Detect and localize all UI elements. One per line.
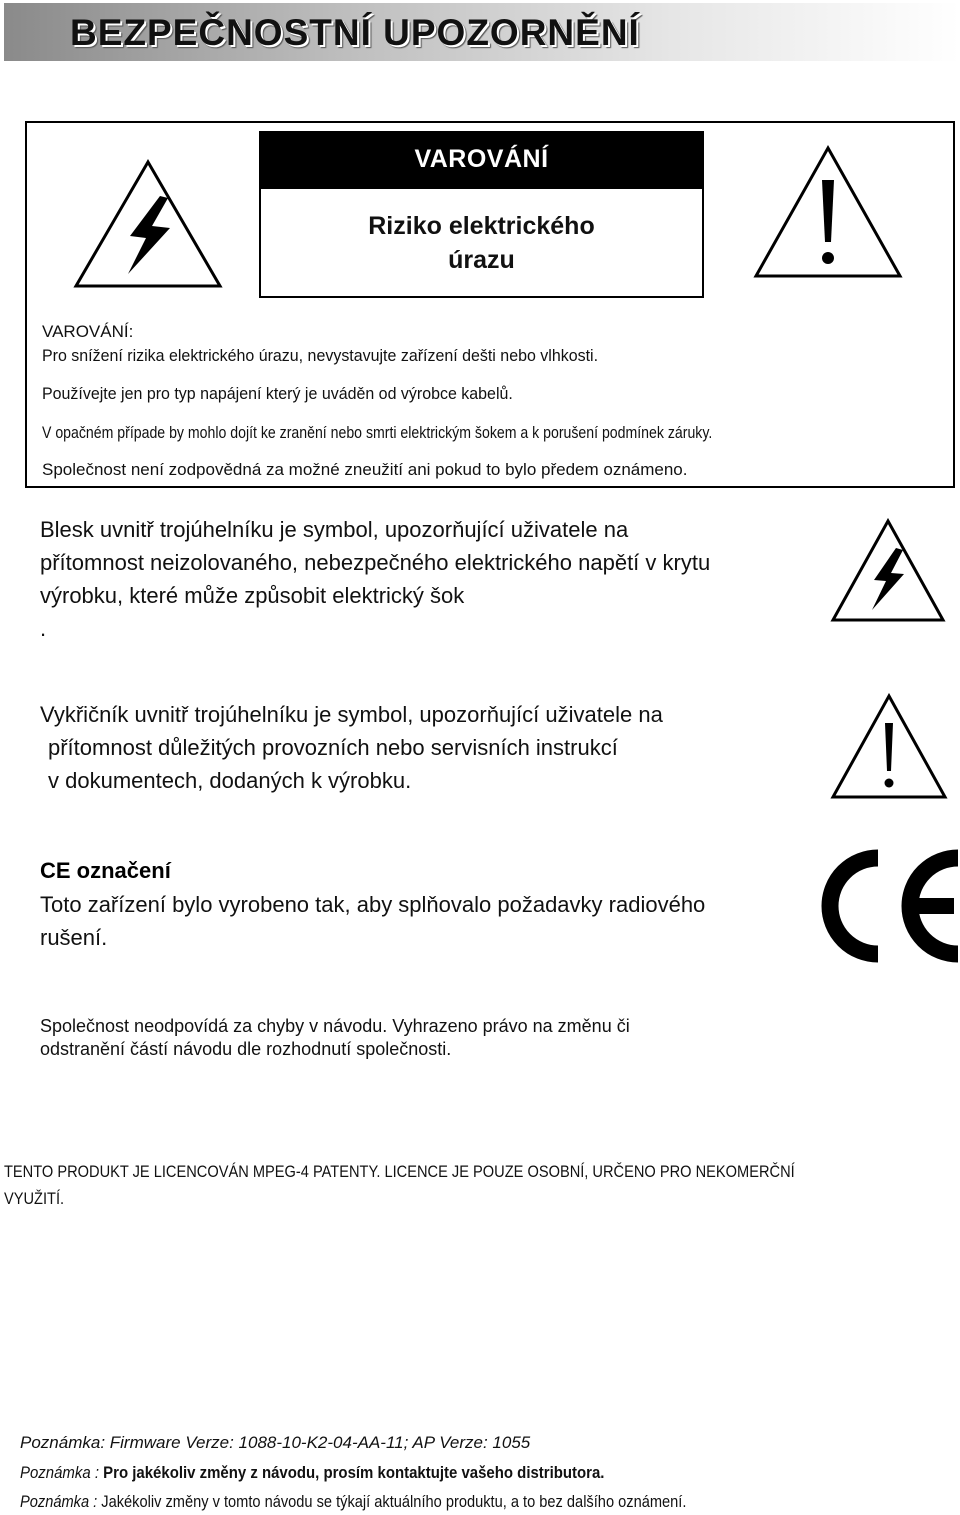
warning-label-heading: VAROVÁNÍ	[259, 131, 704, 187]
note-changes-text: Jakékoliv změny v tomto návodu se týkají aktuálního produktu, a to bez dalšího oznámení.	[101, 1492, 687, 1511]
note-contact	[20, 1463, 604, 1483]
note-changes	[20, 1492, 686, 1512]
exclamation-warning-icon	[752, 144, 904, 280]
ce-title: CE označení	[40, 858, 171, 883]
ce-mark-icon	[812, 846, 960, 966]
exclamation-line2: přítomnost důležitých provozních nebo servisních instrukcí	[48, 735, 618, 760]
note-contact-text: Pro jakékoliv změny z návodu, prosím kontaktujte vašeho distributora.	[103, 1463, 605, 1482]
ce-description	[40, 888, 705, 954]
note-firmware: Poznámka: Firmware Verze: 1088-10-K2-04-AA-11; AP Verze: 1055	[20, 1433, 531, 1452]
lightning-warning-icon	[72, 158, 224, 290]
page-title: BEZPEČNOSTNÍ UPOZORNĚNÍ	[70, 12, 640, 53]
disclaimer-line1: Společnost neodpovídá za chyby v návodu. Vyhrazeno právo na změnu či	[40, 1016, 630, 1036]
warning-text-line1: Pro snížení rizika elektrického úrazu, nevystavujte zařízení dešti nebo vlhkosti.	[42, 346, 599, 365]
note-changes-label: Poznámka :	[20, 1492, 102, 1511]
warning-text-line4: Společnost není zodpovědná za možné zneužití ani pokud to bylo předem oznámeno.	[42, 460, 688, 479]
warning-label-subtitle	[259, 187, 704, 298]
disclaimer	[40, 1015, 800, 1061]
lightning-explanation	[40, 513, 710, 645]
exclamation-explanation	[40, 698, 663, 797]
lightning-line2: přítomnost neizolovaného, nebezpečného elektrického napětí v krytu	[40, 550, 711, 575]
warning-subtitle-line1: Riziko elektrického	[368, 211, 595, 240]
lightning-line4: .	[40, 616, 47, 641]
lightning-line3: výrobku, které může způsobit elektrický šok	[40, 583, 465, 608]
warning-text-line2: Používejte jen pro typ napájení který je uváděn od výrobce kabelů.	[42, 384, 513, 403]
disclaimer-line2: odstranění částí návodu dle rozhodnutí společnosti.	[40, 1039, 452, 1059]
license-line1: TENTO PRODUKT JE LICENCOVÁN MPEG-4 PATENTY. LICENCE JE POUZE OSOBNÍ, URČENO PRO NEKOMERČNÍ	[4, 1162, 795, 1181]
license-notice	[4, 1158, 944, 1212]
warning-subtitle-line2: úrazu	[448, 245, 515, 274]
note-contact-label: Poznámka :	[20, 1463, 104, 1482]
ce-line2: rušení.	[40, 925, 108, 950]
lightning-line1: Blesk uvnitř trojúhelníku je symbol, upozorňující uživatele na	[40, 517, 629, 542]
warning-text-title: VAROVÁNÍ:	[42, 322, 134, 341]
license-line2: VYUŽITÍ.	[4, 1189, 65, 1208]
warning-text-line3: V opačném případe by mohlo dojít ke zranění nebo smrti elektrickým šokem a k porušení podmínek záruky.	[42, 423, 713, 442]
exclamation-line1: Vykřičník uvnitř trojúhelníku je symbol, upozorňující uživatele na	[40, 702, 663, 727]
exclamation-line3: v dokumentech, dodaných k výrobku.	[48, 768, 412, 793]
exclamation-symbol-icon	[830, 693, 948, 801]
ce-line1: Toto zařízení bylo vyrobeno tak, aby splňovalo požadavky radiového	[40, 892, 706, 917]
lightning-symbol-icon	[830, 518, 946, 624]
